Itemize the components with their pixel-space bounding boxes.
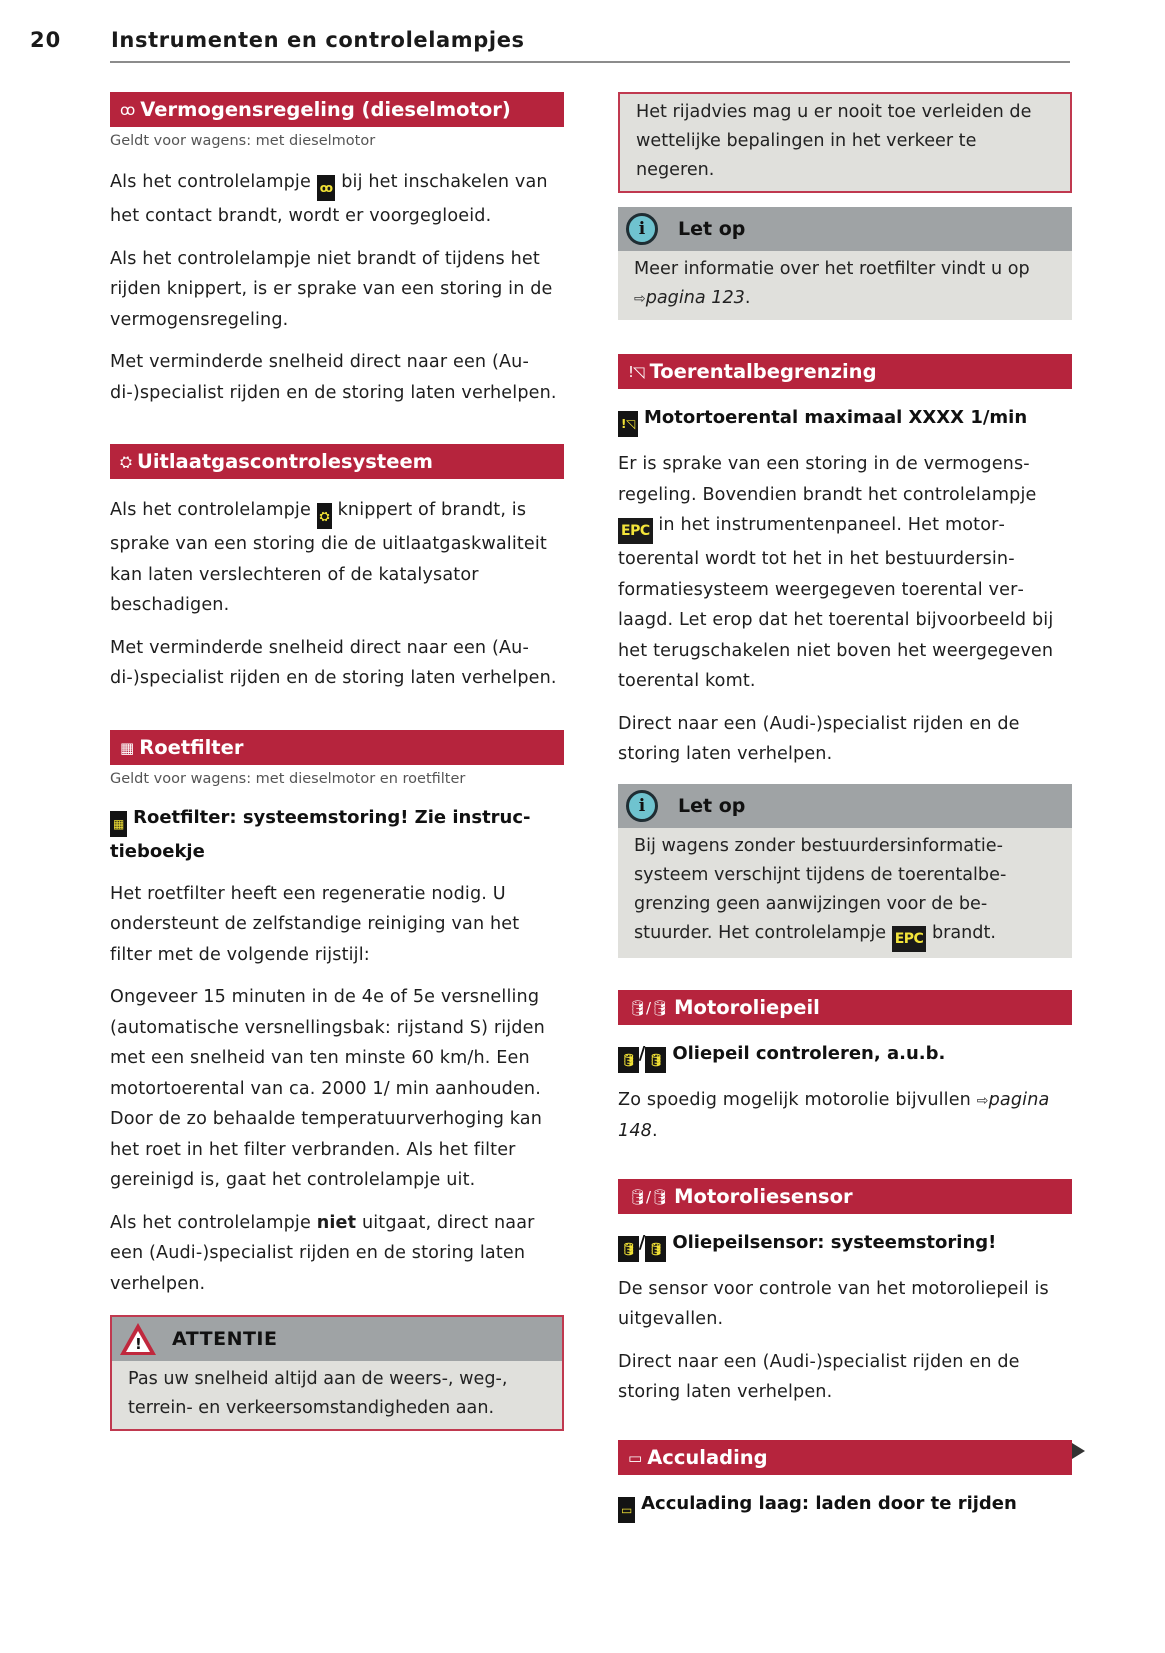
warning-triangle-icon: ! <box>120 1323 156 1355</box>
chapter-title: Instrumenten en controlelampjes <box>111 28 525 52</box>
oil-level-lamp-icon: 🛢 <box>645 1047 666 1073</box>
note-header <box>618 784 1072 828</box>
page-number: 20 <box>30 28 62 52</box>
paragraph: Met verminderde snelheid direct naar een (Audi-)specialist rijden en de storing laten verhelpen. <box>110 352 557 403</box>
engine-icon: ⛭ <box>120 453 132 471</box>
attention-header <box>112 1317 562 1361</box>
oil-can-lamp-icon: 🛢 <box>618 1236 639 1262</box>
paragraph: Als het controlelampje niet uitgaat, direct naar een (Audi-)specialist rijden en de storing laten verhelpen. <box>110 1212 535 1294</box>
section-heading-roetfilter <box>110 730 564 765</box>
section-heading-toerentalbegrenzing <box>618 354 1072 389</box>
battery-lamp-icon: ▭ <box>618 1497 635 1523</box>
note-label: Let op <box>678 218 746 240</box>
note-text: Bij wagens zonder bestuurdersinformatiesysteem verschijnt tijdens de toerentalbegrenzing geen aanwijzingen voor de bestuurder. Het controlelampje EPC brandt. <box>618 828 1072 958</box>
message-heading: 🛢 / 🛢 Oliepeil controleren, a.u.b. <box>618 1039 1072 1073</box>
oil-sensor-lamp-icon: 🛢 <box>645 1236 666 1262</box>
section-title: Motoroliepeil <box>674 995 820 1019</box>
page-reference-link[interactable]: pagina 148 <box>618 1089 1050 1141</box>
rev-limit-lamp-icon: !◹ <box>618 411 638 437</box>
paragraph: Direct naar een (Audi-)specialist rijden en de storing laten verhelpen. <box>618 1351 1020 1402</box>
paragraph: Als het controlelampje niet brandt of tijdens het rijden knippert, is er sprake van een storing in de vermogensregeling. <box>110 248 553 330</box>
section-heading-acculading <box>618 1440 1072 1475</box>
message-heading: !◹ Motortoerental maximaal XXXX 1/min <box>618 403 1072 437</box>
section-title: Roetfilter <box>139 735 244 759</box>
section-heading-uitlaatgas <box>110 444 564 479</box>
info-icon: i <box>626 213 658 245</box>
paragraph: Als het controlelampje ⛭ knippert of brandt, is sprake van een storing die de uitlaatgaskwaliteit kan laten verslechteren of de katalysator beschadigen. <box>110 500 547 615</box>
glow-plug-icon: ꝏ <box>120 101 135 119</box>
paragraph: Met verminderde snelheid direct naar een (Audi-)specialist rijden en de storing laten verhelpen. <box>110 637 557 688</box>
header-divider <box>110 61 1070 63</box>
section-title: Uitlaatgascontrolesysteem <box>137 450 434 473</box>
page-reference-link[interactable]: pagina 123 <box>645 288 745 308</box>
note-text: Meer informatie over het roetfilter vindt u op ⇨pagina 123. <box>634 259 1030 308</box>
attention-label: ATTENTIE <box>172 1328 278 1350</box>
continue-arrow-icon <box>1072 1443 1085 1459</box>
paragraph: Er is sprake van een storing in de vermogensregeling. Bovendien brandt het controlelampje EPC in het instrumentenpaneel. Het motortoerental wordt tot het in het bestuurdersinformatiesysteem weergegeven toerental verlaagd. Let erop dat het toerental bijvoorbeeld bij het terugschakelen niet boven het weergegeven toerental komt. <box>618 454 1054 691</box>
paragraph: Het roetfilter heeft een regeneratie nodig. U ondersteunt de zelfstandige reiniging van het filter met de volgende rijstijl: <box>110 883 520 965</box>
section-heading-motoroliepeil <box>618 990 1072 1025</box>
paragraph: Ongeveer 15 minuten in de 4e of 5e versnelling (automatische versnellingsbak: rijstand S) rijden met een snelheid van ten minste 60 km/h. Een motortoerental van ca. 2000 1/ min aanhouden. Door de zo behaalde temperatuurverhoging kan het roet in het filter verbranden. Als het filter gereinigd is, gaat het controlelampje uit. <box>110 987 545 1190</box>
message-heading: 🛢 / 🛢 Oliepeilsensor: systeemstoring! <box>618 1228 1072 1262</box>
right-column <box>618 92 1072 1523</box>
paragraph: Als het controlelampje ꝏ bij het inschakelen van het contact brandt, wordt er voorgegloeid. <box>110 172 548 226</box>
info-icon: i <box>626 790 658 822</box>
applies-to: Geldt voor wagens: met dieselmotor <box>110 133 376 149</box>
section-heading-vermogensregeling <box>110 92 564 127</box>
paragraph: De sensor voor controle van het motoroliepeil is uitgevallen. <box>618 1278 1049 1329</box>
glow-plug-lamp-icon: ꝏ <box>317 175 336 201</box>
attention-text: Pas uw snelheid altijd aan de weers-, weg-, terrein- en verkeersomstandigheden aan. <box>128 1369 508 1418</box>
left-column <box>110 92 564 1431</box>
warning-continuation-box <box>618 92 1072 193</box>
arrow-right-icon: ⇨ <box>976 1092 989 1109</box>
section-title: Vermogensregeling (dieselmotor) <box>140 98 511 121</box>
arrow-right-icon: ⇨ <box>634 291 646 307</box>
message-heading: ▭ Acculading laag: laden door te rijden <box>618 1489 1072 1523</box>
message-heading: ▦ Roetfilter: systeemstoring! Zie instructieboekje <box>110 806 531 862</box>
section-title: Motoroliesensor <box>674 1184 853 1208</box>
applies-to: Geldt voor wagens: met dieselmotor en roetfilter <box>110 770 466 787</box>
note-box <box>618 207 1072 320</box>
section-title: Toerentalbegrenzing <box>649 360 877 383</box>
note-header <box>618 207 1072 251</box>
note-label: Let op <box>678 794 746 817</box>
oil-sensor-icon: 🛢/🛢 <box>628 1187 669 1206</box>
section-heading-motoroliesensor <box>618 1179 1072 1214</box>
epc-lamp-icon: EPC <box>892 926 927 952</box>
battery-icon: ▭ <box>628 1448 642 1467</box>
paragraph: Zo spoedig mogelijk motorolie bijvullen ⇨pagina 148. <box>618 1089 1050 1141</box>
oil-can-lamp-icon: 🛢 <box>618 1047 639 1073</box>
epc-lamp-icon: EPC <box>618 518 653 544</box>
particulate-filter-icon: ▦ <box>120 738 134 757</box>
section-title: Acculading <box>647 1445 768 1469</box>
particulate-filter-lamp-icon: ▦ <box>110 811 127 837</box>
engine-lamp-icon: ⛭ <box>317 503 332 529</box>
oil-level-icon: 🛢/🛢 <box>628 998 669 1017</box>
warning-text: Het rijadvies mag u er nooit toe verleiden de wettelijke bepalingen in het verkeer te negeren. <box>636 102 1032 180</box>
attention-box <box>110 1315 564 1431</box>
rev-limit-icon: !◹ <box>628 363 644 381</box>
paragraph: Direct naar een (Audi-)specialist rijden en de storing laten verhelpen. <box>618 713 1020 764</box>
page-header <box>30 28 1080 64</box>
note-box <box>618 784 1072 958</box>
